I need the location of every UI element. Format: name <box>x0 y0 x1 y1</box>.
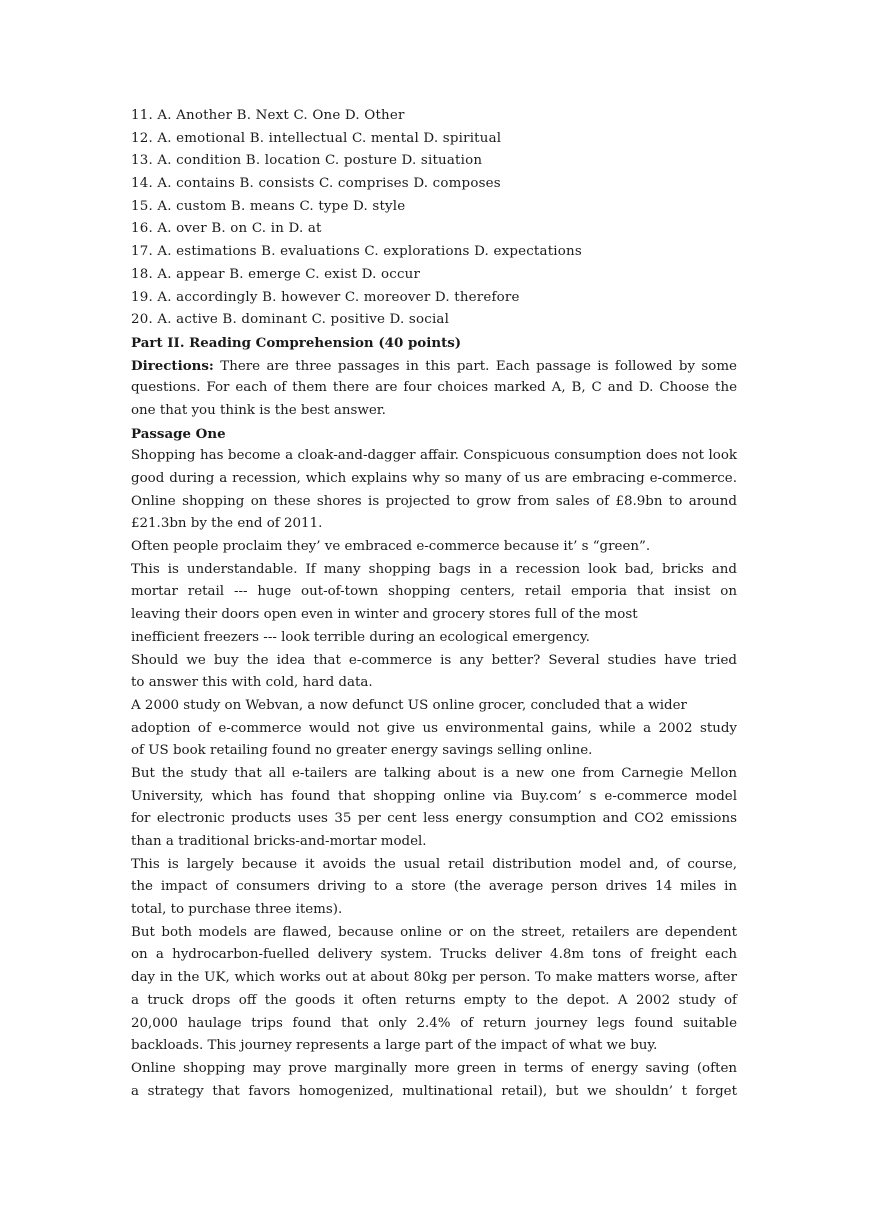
question-20: 20. A. active B. dominant C. positive D. social <box>131 312 450 328</box>
passage-line: to answer this with cold, hard data. <box>131 675 373 691</box>
question-18: 18. A. appear B. emerge C. exist D. occur <box>131 266 421 282</box>
passage-line: good during a recession, which explains why so many of us are embracing e-commerce. <box>131 471 737 486</box>
question-19: 19. A. accordingly B. however C. moreover D. therefore <box>131 289 520 305</box>
directions-text-1: There are three passages in this part. Each passage is followed by some <box>213 358 737 374</box>
passage-line: This is understandable. If many shopping bags in a recession look bad, bricks and <box>131 561 737 577</box>
directions <box>131 355 737 423</box>
passage-line: A 2000 study on Webvan, a now defunct US online grocer, concluded that a wider <box>131 697 687 713</box>
directions-line-3: one that you think is the best answer. <box>131 402 386 418</box>
passage-line: This is largely because it avoids the usual retail distribution model and, of course, <box>131 856 737 872</box>
question-16: 16. A. over B. on C. in D. at <box>131 221 322 237</box>
passage-line: backloads. This journey represents a large part of the impact of what we buy. <box>131 1038 658 1054</box>
question-list <box>131 105 737 332</box>
passage-line: of US book retailing found no greater energy savings selling online. <box>131 743 593 759</box>
passage-line: Should we buy the idea that e-commerce is any better? Several studies have tried <box>131 652 737 668</box>
passage-line: the impact of consumers driving to a store (the average person drives 14 miles in <box>131 879 737 895</box>
question-12: 12. A. emotional B. intellectual C. mental D. spiritual <box>131 130 502 146</box>
question-15: 15. A. custom B. means C. type D. style <box>131 198 406 214</box>
passage-line: mortar retail --- huge out-of-town shopping centers, retail emporia that insist on <box>131 584 737 600</box>
passage-line: But the study that all e-tailers are talking about is a new one from Carnegie Mellon <box>131 765 737 781</box>
passage-line: Shopping has become a cloak-and-dagger affair. Conspicuous consumption does not look <box>131 448 737 464</box>
passage-line: for electronic products uses 35 per cent less energy consumption and CO2 emissions <box>131 811 737 827</box>
passage-title: Passage One <box>131 425 226 442</box>
question-11: 11. A. Another B. Next C. One D. Other <box>131 108 405 123</box>
passage-line: adoption of e-commerce would not give us environmental gains, while a 2002 study <box>131 720 737 736</box>
passage-line: £21.3bn by the end of 2011. <box>131 516 323 532</box>
passage-line: leaving their doors open even in winter and grocery stores full of the most <box>131 607 638 623</box>
passage-line: Online shopping may prove marginally more green in terms of energy saving (often <box>131 1060 737 1076</box>
document-page <box>131 105 737 1103</box>
passage-line: a truck drops off the goods it often returns empty to the depot. A 2002 study of <box>131 992 737 1008</box>
passage-line: on a hydrocarbon-fuelled delivery system. Trucks deliver 4.8m tons of freight each <box>131 947 737 963</box>
passage-line: than a traditional bricks-and-mortar model. <box>131 834 427 849</box>
directions-line-1 <box>131 355 737 378</box>
question-14: 14. A. contains B. consists C. comprises D. composes <box>131 176 501 192</box>
passage-line: total, to purchase three items). <box>131 902 343 918</box>
passage-line: University, which has found that shopping online via Buy.com’ s e-commerce model <box>131 788 737 804</box>
passage-line: Online shopping on these shores is projected to grow from sales of £8.9bn to around <box>131 493 737 509</box>
directions-label: Directions: <box>131 357 214 374</box>
passage-line: 20,000 haulage trips found that only 2.4% of return journey legs found suitable <box>131 1015 737 1031</box>
part-heading: Part II. Reading Comprehension (40 points) <box>131 334 462 351</box>
passage-line: inefficient freezers --- look terrible during an ecological emergency. <box>131 629 590 645</box>
directions-line-2: questions. For each of them there are four choices marked A, B, C and D. Choose the <box>131 380 737 396</box>
passage-body <box>131 445 737 1103</box>
question-13: 13. A. condition B. location C. posture D. situation <box>131 153 483 169</box>
passage-line: day in the UK, which works out at about 80kg per person. To make matters worse, after <box>131 970 737 986</box>
passage-line: Often people proclaim they’ ve embraced e-commerce because it’ s “green”. <box>131 539 651 555</box>
question-17: 17. A. estimations B. evaluations C. explorations D. expectations <box>131 244 582 260</box>
passage-line: But both models are flawed, because online or on the street, retailers are dependent <box>131 924 737 940</box>
passage-line: a strategy that favors homogenized, multinational retail), but we shouldn’ t forget <box>131 1083 737 1099</box>
